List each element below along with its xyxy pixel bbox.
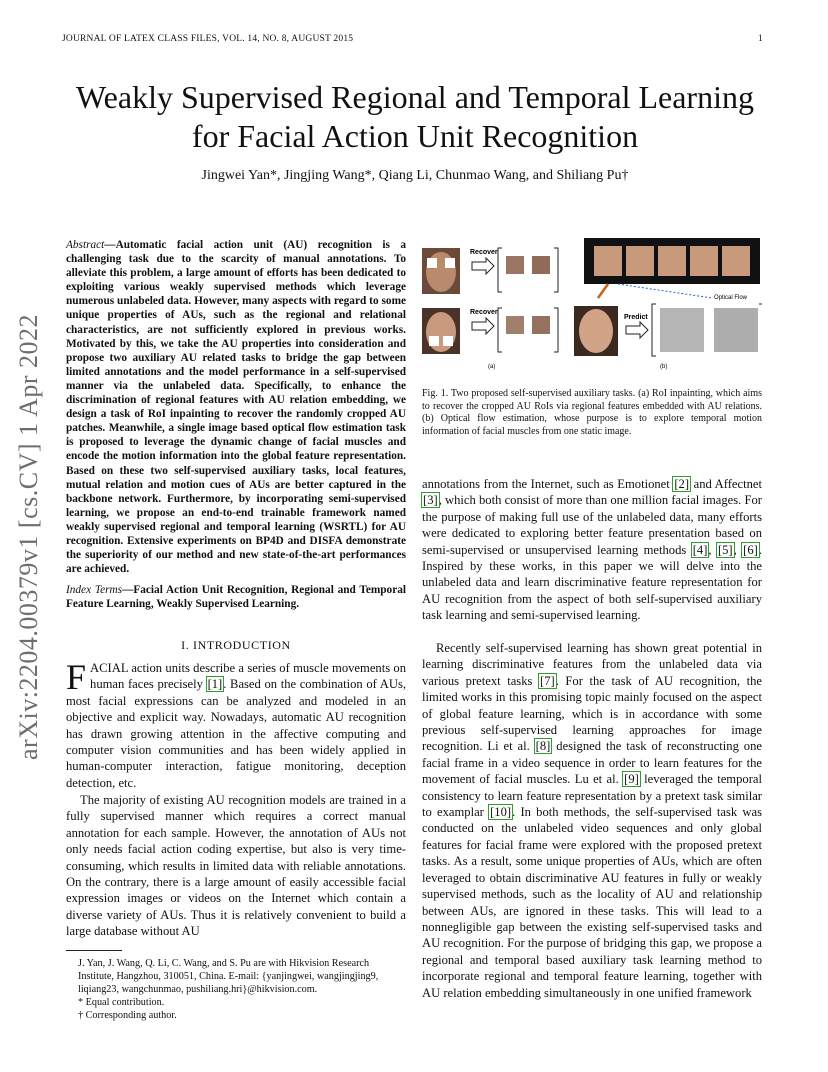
bracket-open-icon	[652, 304, 656, 356]
bracket-open-icon	[498, 308, 502, 352]
video-film-strip	[584, 238, 760, 284]
masked-face-image-bottom	[422, 308, 460, 354]
intro-p1-text-b: . Based on the combination of AUs, most facial expressions can be analyzed and modeled in an objective and explicit way. Nowadays, automatic AU recognition has drawn growing attention in the affective computing and computer vision communities and has been widely applied in human-computer interaction, fatigue monitoring, deception detection, etc.	[66, 677, 406, 790]
journal-header: JOURNAL OF LATEX CLASS FILES, VOL. 14, NO. 8, AUGUST 2015	[62, 34, 354, 44]
section-heading: I. INTRODUCTION	[181, 638, 291, 652]
abstract-text: —Automatic facial action unit (AU) recognition is a challenging task due to the scarcity of manual annotations. To alleviate this problem, a large amount of efforts has been dedicated to exploiting various weakly supervised methods which leverage numerous unlabeled data. However, many aspects with regard to some unique properties of AUs, such as the regional and relational characteristics, are not sufficiently explored in previous works. Motivated by this, we take the AU properties into consideration and propose two auxiliary AU related tasks to bridge the gap between limited annotations and the model performance in a self-supervised manner via the unlabeled data. Specifically, to enhance the discrimination of regional features with AU relation embedding, we design a task of RoI inpainting to recover the randomly cropped AU patches. Meanwhile, a single image based optical flow estimation task is proposed to leverage the dynamic change of facial muscles and encode the motion information into the global feature representation. Based on these two self-supervised auxiliary tasks, local features, mutual relation and motion cues of AUs are better captured in the backbone network. Furthermore, by incorporating semi-supervised learning, we propose an end-to-end trainable framework named weakly supervised regional and temporal learning (WSRTL) for AU recognition. Extensive experiments on BP4D and DISFA demonstrate the superiority of our method and new state-of-the-art performances are achieved.	[66, 239, 406, 576]
recovered-patch-image	[532, 256, 550, 274]
body-text: annotations from the Internet, such as Emotionet	[422, 477, 674, 491]
intro-paragraph-2: The majority of existing AU recognition models are trained in a fully supervised manner which requires a correct manual annotation for each sample. However, the annotation of AUs not only needs facial action coding expertise, but also is very time-consuming, which results in limited data with reliable annotations. On the contrary, there is a large amount of easily accessible facial expression images or videos on the Internet which contain a diverse variety of AUs. Thus it is relatively convenient to build a large database without AU	[66, 793, 406, 939]
optical-flow-image	[660, 308, 704, 352]
right-paragraph-2	[422, 640, 762, 1001]
body-text: leveraged the temporal consistency to learn feature representation by a pretext task similar to examplar	[422, 772, 762, 820]
author-list: Jingwei Yan*, Jingjing Wang*, Qiang Li, Chunmao Wang, and Shiliang Pu†	[201, 168, 629, 183]
body-text: Recently self-supervised learning has shown great potential in learning discriminative features from the unlabeled data via various pretext tasks	[422, 641, 762, 688]
index-terms-text: —Facial Action Unit Recognition, Regional and Temporal Feature Learning, Weakly Supervised Learning.	[66, 584, 407, 611]
arrow-right-icon	[472, 318, 494, 334]
drop-cap: F	[66, 657, 87, 697]
arrow-right-icon	[472, 258, 494, 274]
citation-link[interactable]: [9]	[624, 772, 639, 787]
body-text: . Inspired by these works, in this paper we will delve into the unlabeled data and learn discriminative feature representation for AU recognition from the aspect of both self-supervised auxiliary task learning and semi-supervised learning.	[422, 542, 763, 623]
bracket-close-icon	[554, 308, 558, 352]
body-text: ,	[708, 542, 717, 557]
paper-title: Weakly Supervised Regional and Temporal Learning for Facial Action Unit Recognition	[76, 79, 754, 154]
recovered-patch-image	[506, 256, 524, 274]
citation-link[interactable]: [10]	[490, 805, 512, 820]
figure-1-graphic	[422, 236, 762, 370]
bracket-close-icon	[554, 248, 558, 292]
recover-label-top: Recover	[470, 249, 498, 256]
abstract-lead: Abstract	[66, 239, 105, 251]
citation-link[interactable]: [7]	[540, 673, 555, 688]
footnote-rule	[66, 950, 122, 951]
citation-link[interactable]: [4]	[692, 542, 708, 557]
figure-1	[422, 236, 762, 370]
masked-face-image-top	[422, 248, 460, 294]
body-text: . For the task of AU recognition, the limited works in this promising topic mainly focused on the aspect of global feature learning, which is in accordance with some previous self-supervised learning approaches for image recognition. Li et al.	[422, 673, 762, 754]
footnote-equal-contribution: * Equal contribution.	[78, 997, 165, 1008]
footnote-affiliation: J. Yan, J. Wang, Q. Li, C. Wang, and S. Pu are with Hikvision Research Institute, Hangzhou, 310051, China. E-mail: {yanjingwei, wangjingjing9, liqiang23, wangchunmao, pushiliang.hri}@hikvision.com.	[78, 958, 379, 995]
citation-link[interactable]: [8]	[535, 739, 551, 754]
optical-flow-label: Optical Flow	[714, 295, 748, 301]
body-text: , which both consist of more than one million facial images. For the purpose of making full use of the unlabeled data, many efforts were dedicated to exploring better feature presentation based on semi-supervised or unsupervised learning methods	[422, 493, 762, 557]
predict-label: Predict	[624, 314, 648, 321]
footnote-corresponding-author: † Corresponding author.	[78, 1010, 177, 1021]
body-text: designed the task of reconstructing one facial frame in a video sequence in order to learn features for the movement of facial muscles. Lu et al.	[422, 739, 762, 787]
single-face-image	[574, 306, 618, 356]
right-paragraph-1	[422, 476, 762, 624]
citation-link[interactable]: [3]	[423, 493, 438, 508]
citation-link[interactable]: [5]	[717, 542, 733, 557]
recovered-patch-image	[532, 316, 550, 334]
body-text: . In both methods, the self-supervised task was conducted on the unlabeled video sequences and only global features for facial frame were explored with the proposed pretext tasks. As a result, some unique properties of AUs, which are often leveraged to obtain discriminative AU features in fully or weakly supervised methods, such as the locality of AU and relationship between AUs, are ignored in these tasks. This will lead to a nonnegligible gap between the existing self-supervised tasks and AU recognition. For the purpose of bridging this gap, we propose a regional and temporal based auxiliary task learning method to incorporate regional and temporal feature learning, together with AU relation embedding simultaneously in one unified framework	[422, 805, 762, 1000]
intro-paragraph-1	[66, 657, 406, 791]
abstract	[66, 238, 406, 576]
page-number: 1	[758, 34, 763, 44]
panel-b-label: (b)	[660, 364, 668, 370]
arrow-down-icon	[598, 284, 608, 298]
footnotes	[66, 957, 406, 1022]
citation-link[interactable]: [6]	[743, 542, 758, 557]
citation-link[interactable]: [2]	[674, 477, 690, 491]
index-terms	[66, 583, 406, 611]
optical-flow-image	[714, 308, 758, 352]
index-terms-lead: Index Terms	[66, 584, 123, 596]
body-text: and Affectnet	[690, 477, 762, 491]
dotted-arrow-icon	[618, 284, 712, 298]
intro-p1-text-a: ACIAL action units describe a series of muscle movements on human faces precisely	[90, 661, 406, 692]
body-text: ,	[733, 542, 743, 557]
recover-label-bottom: Recover	[470, 309, 498, 316]
panel-a-label: (a)	[488, 364, 496, 370]
bracket-open-icon	[498, 248, 502, 292]
citation-link[interactable]: [1]	[207, 677, 223, 692]
arrow-right-icon	[626, 322, 648, 338]
arxiv-stamp: arXiv:2204.00379v1 [cs.CV] 1 Apr 2022	[14, 313, 43, 760]
figure-caption: Fig. 1. Two proposed self-supervised auxiliary tasks. (a) RoI inpainting, which aims to recover the cropped AU RoIs via regional features embedded with AU relations. (b) Optical flow estimation, whose purpose is to explore temporal motion information of facial muscles from one static image.	[422, 388, 762, 437]
recovered-patch-image	[506, 316, 524, 334]
